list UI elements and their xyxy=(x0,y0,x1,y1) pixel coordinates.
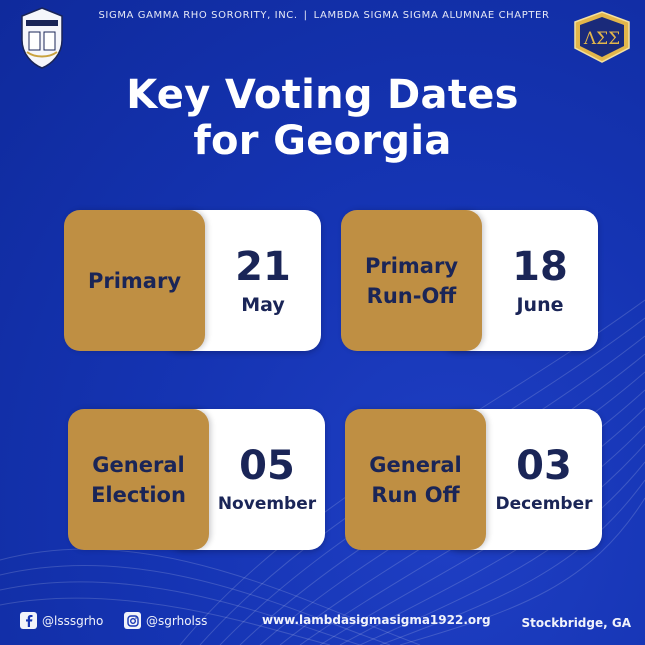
sgrho-crest-icon xyxy=(17,6,67,70)
header-separator: | xyxy=(303,10,308,21)
instagram-handle: @sgrholss xyxy=(146,613,208,628)
title-line-1: Key Voting Dates xyxy=(126,72,519,118)
organization-name: SIGMA GAMMA RHO SORORITY, INC. xyxy=(98,10,298,21)
date-day: 05 xyxy=(239,442,295,489)
date-day: 18 xyxy=(512,243,568,290)
facebook-handle: @lsssgrho xyxy=(42,613,104,628)
footer xyxy=(0,610,645,636)
date-card-general-run-off xyxy=(345,409,602,550)
date-month: June xyxy=(516,293,564,316)
date-card-general-election xyxy=(68,409,325,550)
date-card-label-box xyxy=(64,210,205,351)
title-line-2: for Georgia xyxy=(193,118,452,164)
date-card-date xyxy=(205,210,321,351)
date-month: November xyxy=(217,493,317,514)
date-month: May xyxy=(241,293,285,316)
date-day: 03 xyxy=(516,442,572,489)
date-month: December xyxy=(495,493,593,514)
page-title xyxy=(0,72,645,164)
label-line: Primary xyxy=(87,268,182,293)
facebook-link[interactable] xyxy=(20,612,103,629)
instagram-icon xyxy=(124,612,141,629)
date-card-date xyxy=(209,409,325,550)
instagram-link[interactable] xyxy=(124,612,207,629)
label-line: General xyxy=(92,452,185,477)
website-link[interactable]: www.lambdasigmasigma1922.org xyxy=(262,613,491,627)
date-card-label xyxy=(351,450,481,510)
chapter-name: LAMBDA SIGMA SIGMA ALUMNAE CHAPTER xyxy=(313,10,550,21)
chapter-emblem-icon xyxy=(571,8,633,66)
label-line: Election xyxy=(91,482,186,507)
label-line: Run-Off xyxy=(366,283,457,308)
date-card-primary xyxy=(64,210,321,351)
date-card-label xyxy=(74,450,204,510)
label-line: Run Off xyxy=(371,482,460,507)
label-line: General xyxy=(369,452,462,477)
date-card-label-box xyxy=(341,210,482,351)
date-card-label xyxy=(347,251,477,311)
date-card-label-box xyxy=(345,409,486,550)
date-card-date xyxy=(482,210,598,351)
emblem-letters: ΛΣΣ xyxy=(583,29,621,49)
location-text: Stockbridge, GA xyxy=(521,616,631,630)
organization-header xyxy=(80,10,568,21)
date-day: 21 xyxy=(235,243,291,290)
facebook-icon xyxy=(20,612,37,629)
date-card-label-box xyxy=(68,409,209,550)
label-line: Primary xyxy=(364,253,459,278)
date-card-label xyxy=(70,266,200,296)
date-card-primary-run-off xyxy=(341,210,598,351)
date-card-date xyxy=(486,409,602,550)
